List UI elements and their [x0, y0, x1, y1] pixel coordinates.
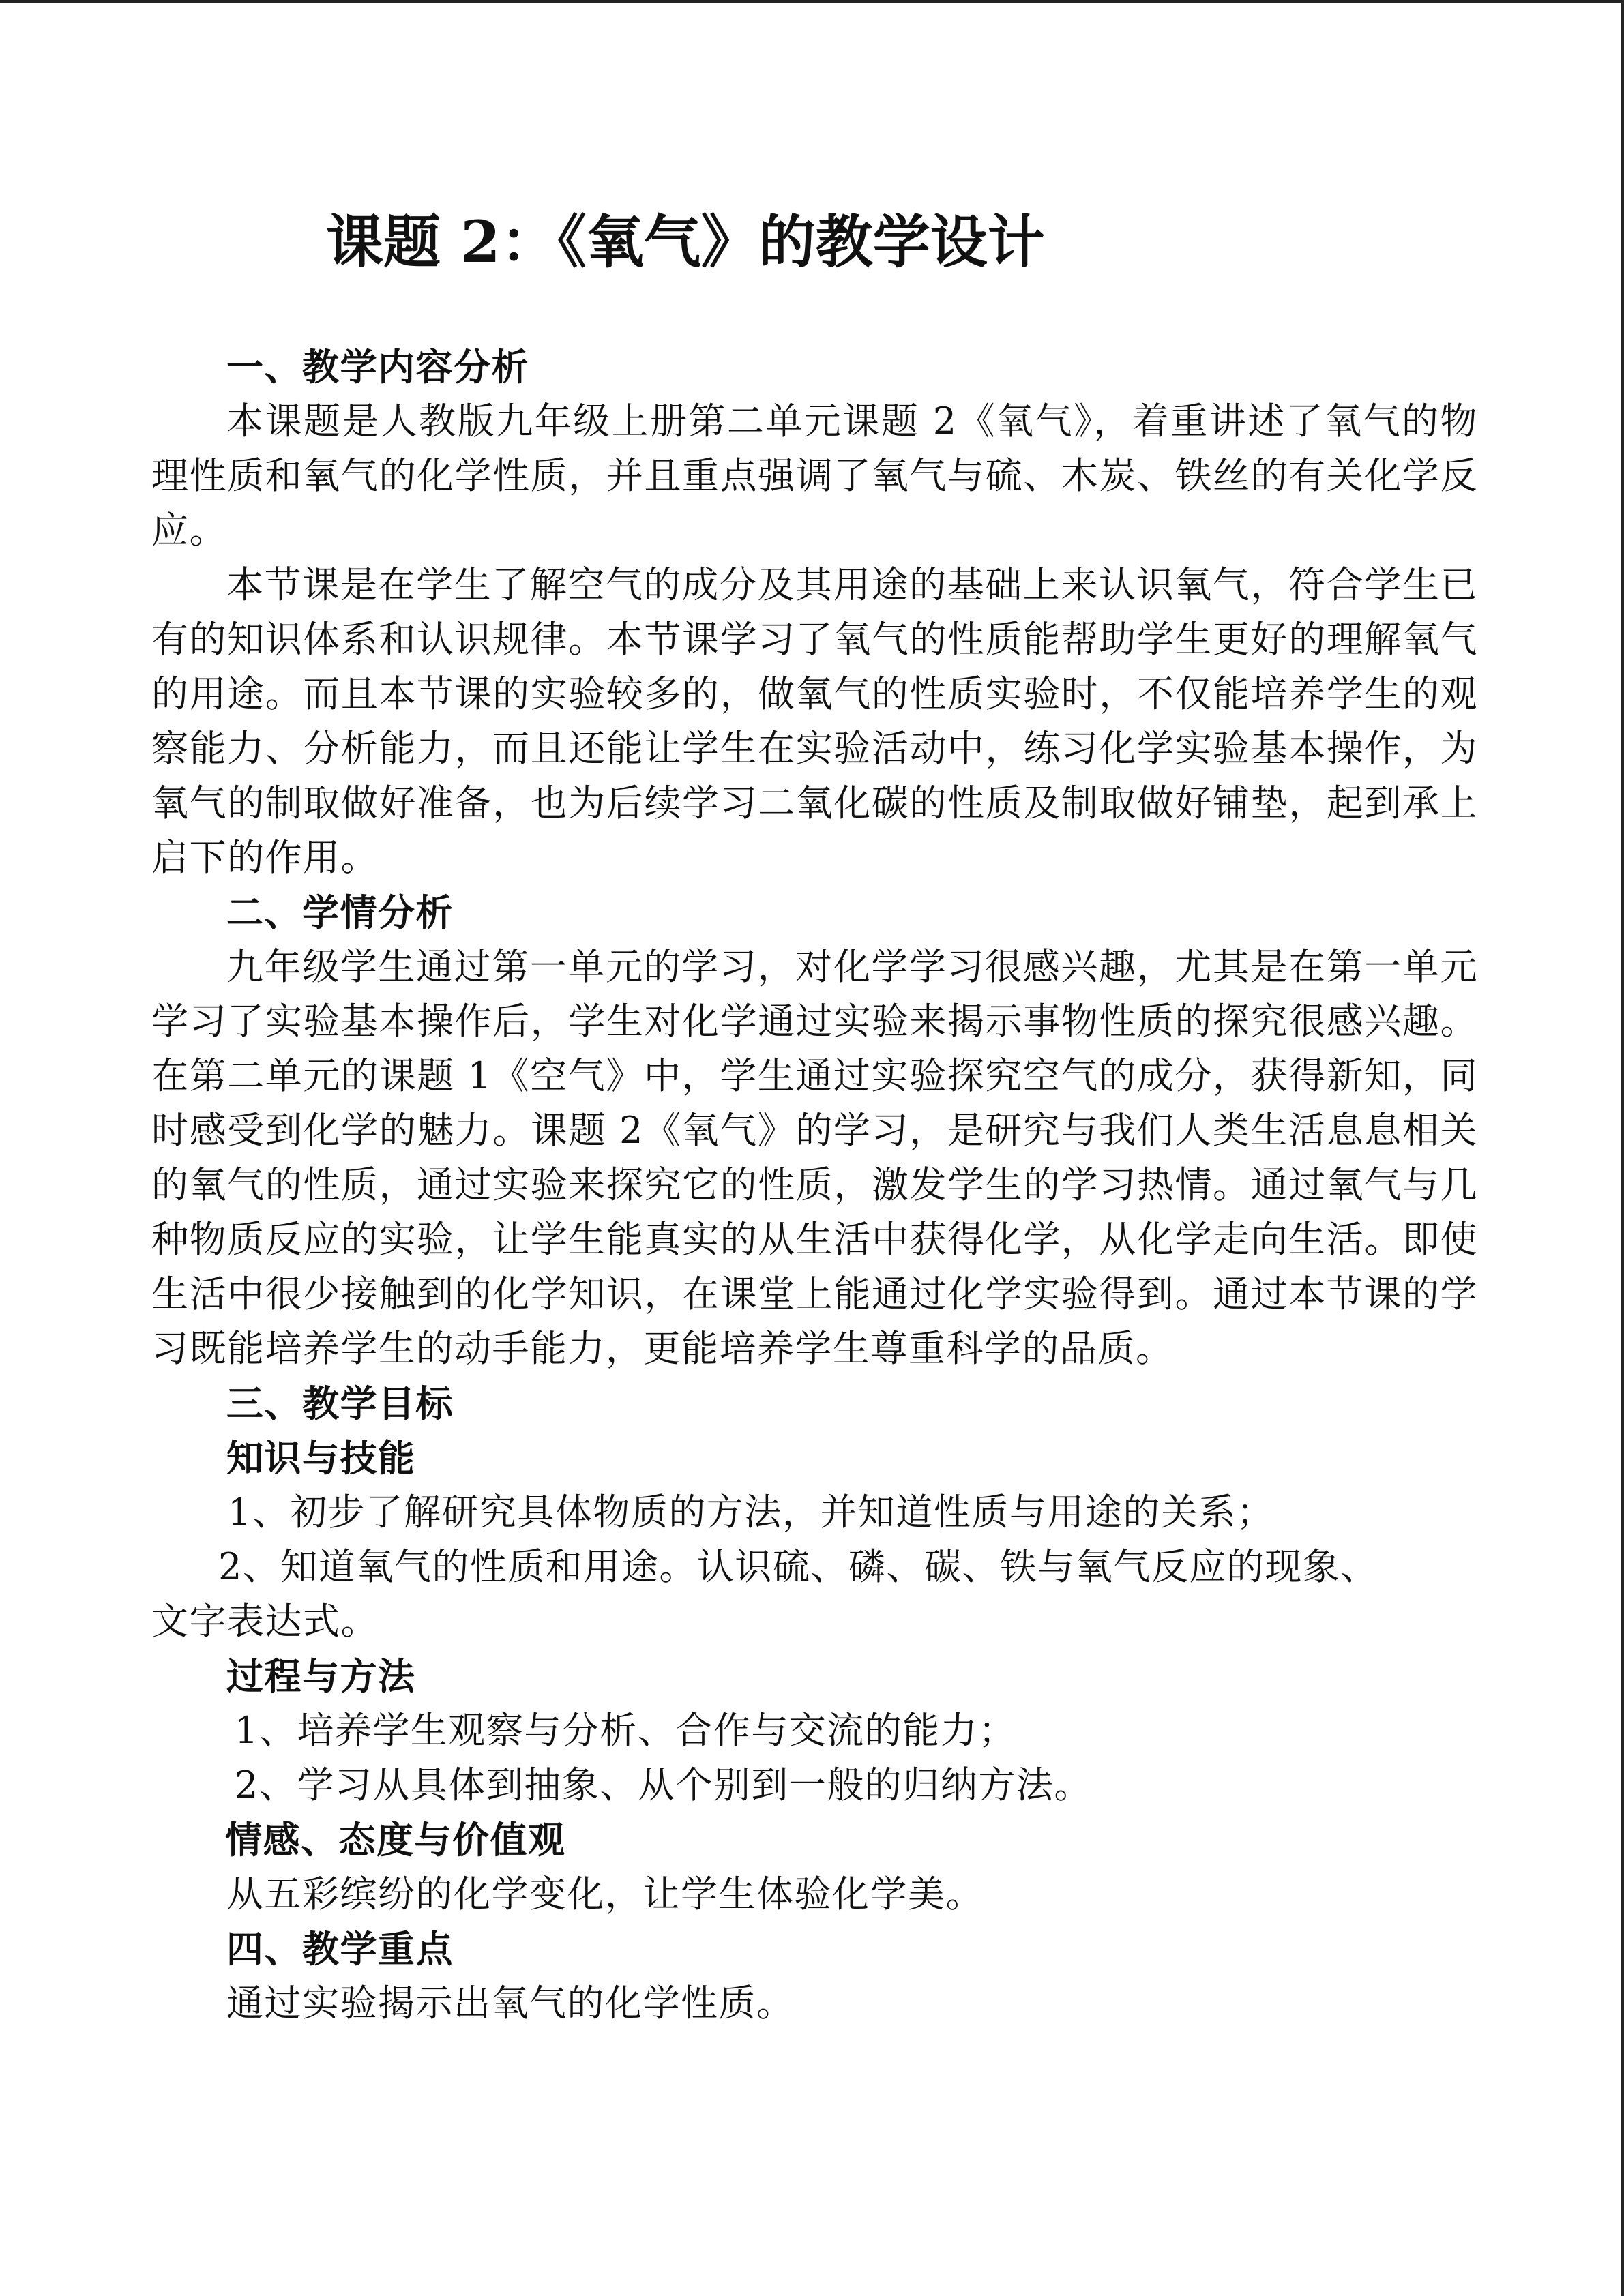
document-title: 课题 2：《氧气》的教学设计 — [326, 208, 1045, 275]
section-heading-content-analysis: 一、教学内容分析 — [226, 345, 529, 389]
subsection-heading-process-method: 过程与方法 — [226, 1654, 416, 1698]
section-heading-teaching-goals: 三、教学目标 — [226, 1382, 454, 1425]
goal-item-process-2: 2、学习从具体到抽象、从个别到一般的归纳方法。 — [235, 1763, 1092, 1806]
paragraph-content-analysis-1: 本课题是人教版九年级上册第二单元课题 2《氧气》，着重讲述了氧气的物理性质和氧气的化学性质，并且重点强调了氧气与硫、木炭、铁丝的有关化学反应。 — [151, 400, 1478, 552]
paragraph-content-analysis-2: 本节课是在学生了解空气的成分及其用途的基础上来认识氧气，符合学生已有的知识体系和认识规律。本节课学习了氧气的性质能帮助学生更好的理解氧气的用途。而且本节课的实验较多的，做氧气的性质实验时，不仅能培养学生的观察能力、分析能力，而且还能让学生在实验活动中，练习化学实验基本操作，为氧气的制取做好准备，也为后续学习二氧化碳的性质及制取做好铺垫，起到承上启下的作用。 — [151, 563, 1478, 879]
subsection-heading-knowledge-skills: 知识与技能 — [226, 1436, 416, 1480]
document-body — [151, 340, 1478, 2031]
paragraph-learner-analysis: 九年级学生通过第一单元的学习，对化学学习很感兴趣，尤其是在第一单元学习了实验基本操作后，学生对化学通过实验来揭示事物性质的探究很感兴趣。在第二单元的课题 1《空气》中，学生通过实验探究空气的成分，获得新知，同时感受到化学的魅力。课题 2《氧气》的学习，是研究与我们人类生活息息相关的氧气的性质，通过实验来探究它的性质，激发学生的学习热情。通过氧气与几种物质反应的实验，让学生能真实的从生活中获得化学，从化学走向生活。即使生活中很少接触到的化学知识，在课堂上能通过化学实验得到。通过本节课的学习既能培养学生的动手能力，更能培养学生尊重科学的品质。 — [151, 945, 1478, 1370]
goal-item-knowledge-1: 1、初步了解研究具体物质的方法，并知道性质与用途的关系； — [228, 1491, 1275, 1534]
subsection-heading-emotion-values: 情感、态度与价值观 — [225, 1818, 566, 1862]
goal-item-knowledge-2-text: 2、知道氧气的性质和用途。认识硫、磷、碳、铁与氧气反应的现象、文字表达式。 — [151, 1545, 1378, 1643]
page-top-border — [0, 0, 1624, 3]
goal-item-emotion-1: 从五彩缤纷的化学变化，让学生体验化学美。 — [226, 1873, 984, 1915]
paragraph-key-points: 通过实验揭示出氧气的化学性质。 — [226, 1982, 795, 2025]
section-heading-learner-analysis: 二、学情分析 — [226, 891, 454, 934]
page-right-border — [1621, 0, 1624, 2296]
goal-item-knowledge-2 — [151, 1540, 1478, 1649]
section-heading-key-points: 四、教学重点 — [226, 1927, 454, 1971]
goal-item-process-1: 1、培养学生观察与分析、合作与交流的能力； — [235, 1709, 1016, 1752]
